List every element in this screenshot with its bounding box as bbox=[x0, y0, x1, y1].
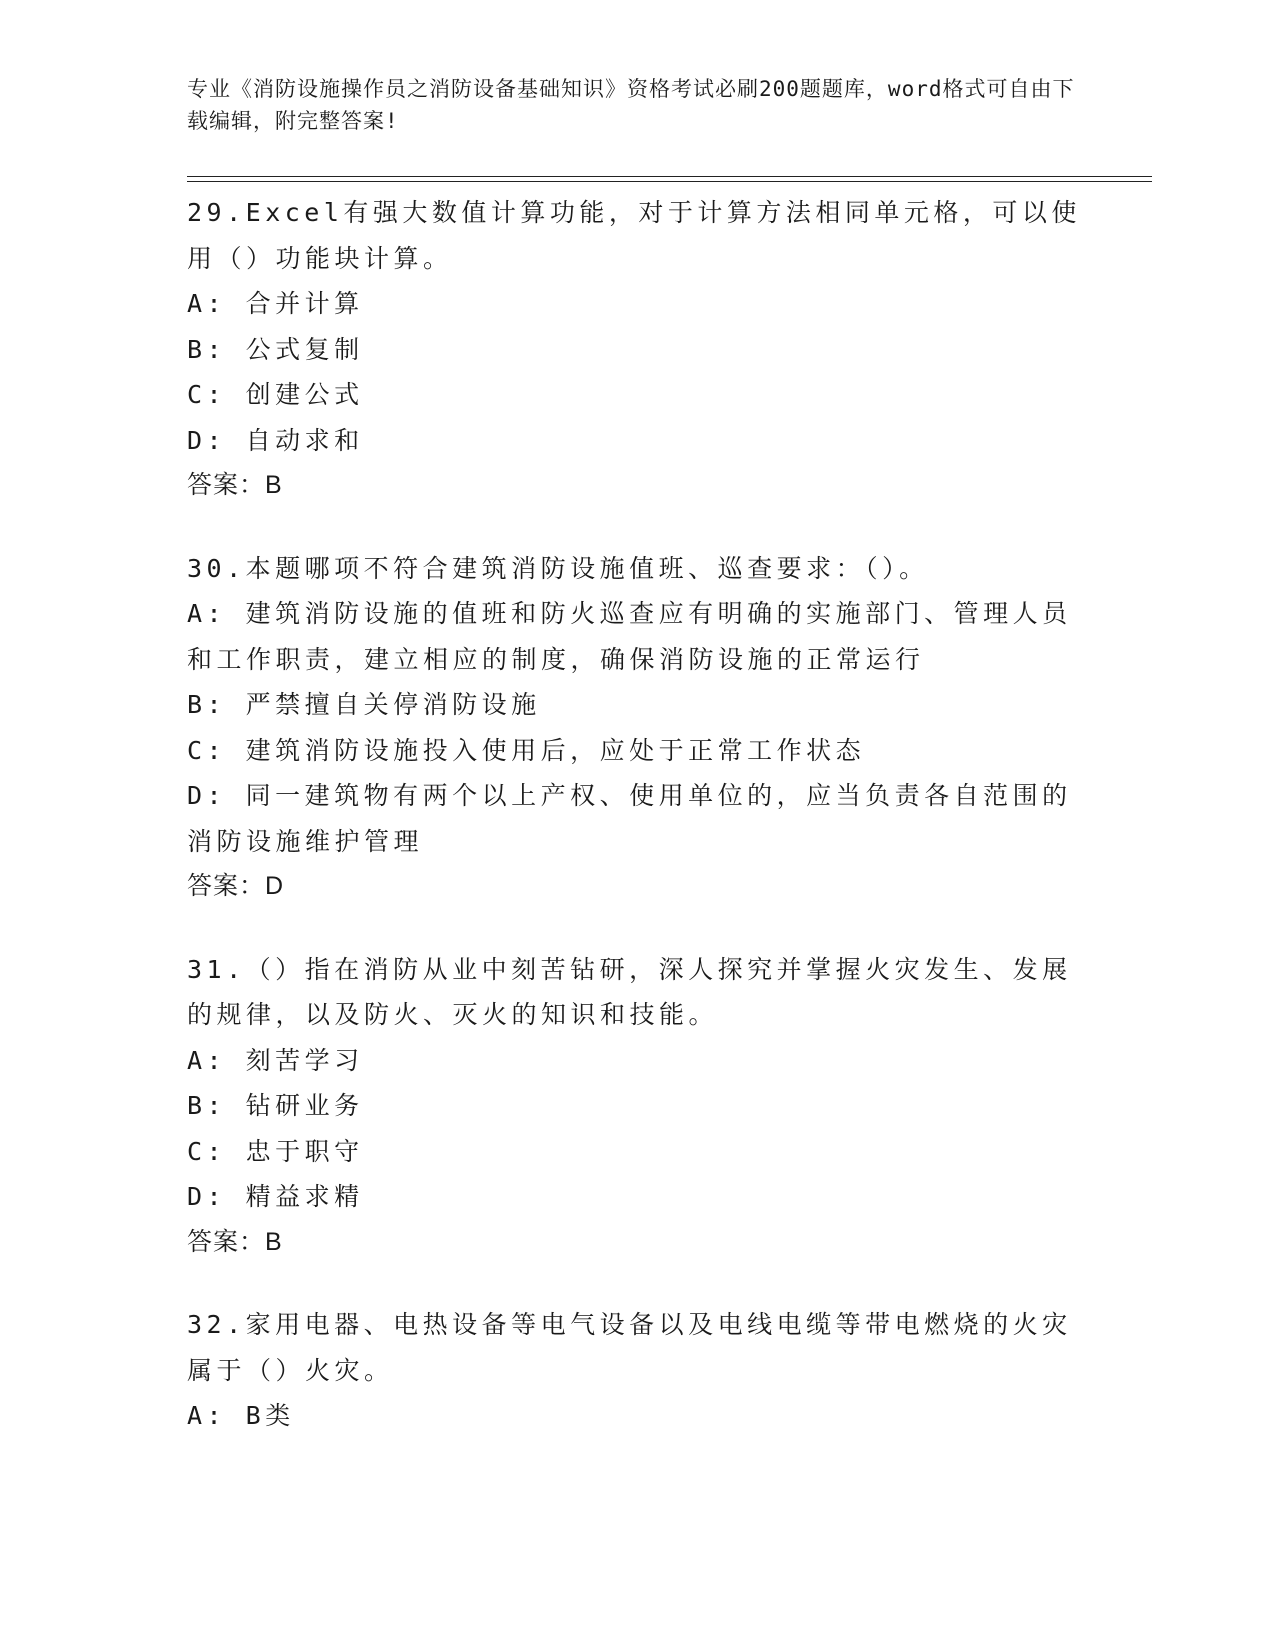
question-stem: 31.（）指在消防从业中刻苦钻研，深人探究并掌握火灾发生、发展的规律，以及防火、灭火的知识和技能。 bbox=[187, 954, 1072, 1029]
option-d: D: 自动求和 bbox=[187, 425, 364, 455]
option-b: B: 钻研业务 bbox=[187, 1091, 364, 1120]
option-c: C: 创建公式 bbox=[187, 380, 364, 409]
question-32 bbox=[187, 1302, 1087, 1439]
question-stem: 29.Excel有强大数值计算功能，对于计算方法相同单元格，可以使用（）功能块计算。 bbox=[187, 198, 1081, 273]
document-header: 专业《消防设施操作员之消防设备基础知识》资格考试必刷200题题库，word格式可自由下载编辑，附完整答案! bbox=[187, 77, 1075, 133]
option-a: A: 刻苦学习 bbox=[187, 1045, 364, 1075]
question-31 bbox=[187, 947, 1087, 1266]
option-b: B: 公式复制 bbox=[187, 334, 364, 364]
option-d: D: 同一建筑物有两个以上产权、使用单位的，应当负责各自范围的消防设施维护管理 bbox=[187, 781, 1072, 856]
option-a: A: B类 bbox=[187, 1401, 295, 1430]
option-a: A: 合并计算 bbox=[187, 289, 364, 318]
question-29 bbox=[187, 190, 1087, 509]
question-stem: 30.本题哪项不符合建筑消防设施值班、巡查要求：（）。 bbox=[187, 553, 929, 583]
option-a: A: 建筑消防设施的值班和防火巡查应有明确的实施部门、管理人员和工作职责，建立相应的制度，确保消防设施的正常运行 bbox=[187, 599, 1072, 674]
question-stem: 32.家用电器、电热设备等电气设备以及电线电缆等带电燃烧的火灾属于（）火灾。 bbox=[187, 1310, 1072, 1385]
answer-key: 答案：D bbox=[187, 872, 285, 900]
header-divider-top bbox=[187, 176, 1152, 177]
option-b: B: 严禁擅自关停消防设施 bbox=[187, 690, 541, 719]
question-list bbox=[187, 190, 1087, 1476]
answer-key: 答案：B bbox=[187, 1227, 283, 1256]
header-divider-bottom bbox=[187, 181, 1152, 182]
option-c: C: 建筑消防设施投入使用后，应处于正常工作状态 bbox=[187, 735, 866, 765]
question-30 bbox=[187, 546, 1087, 910]
option-d: D: 精益求精 bbox=[187, 1182, 364, 1211]
option-c: C: 忠于职守 bbox=[187, 1136, 364, 1166]
answer-key: 答案：B bbox=[187, 471, 283, 499]
